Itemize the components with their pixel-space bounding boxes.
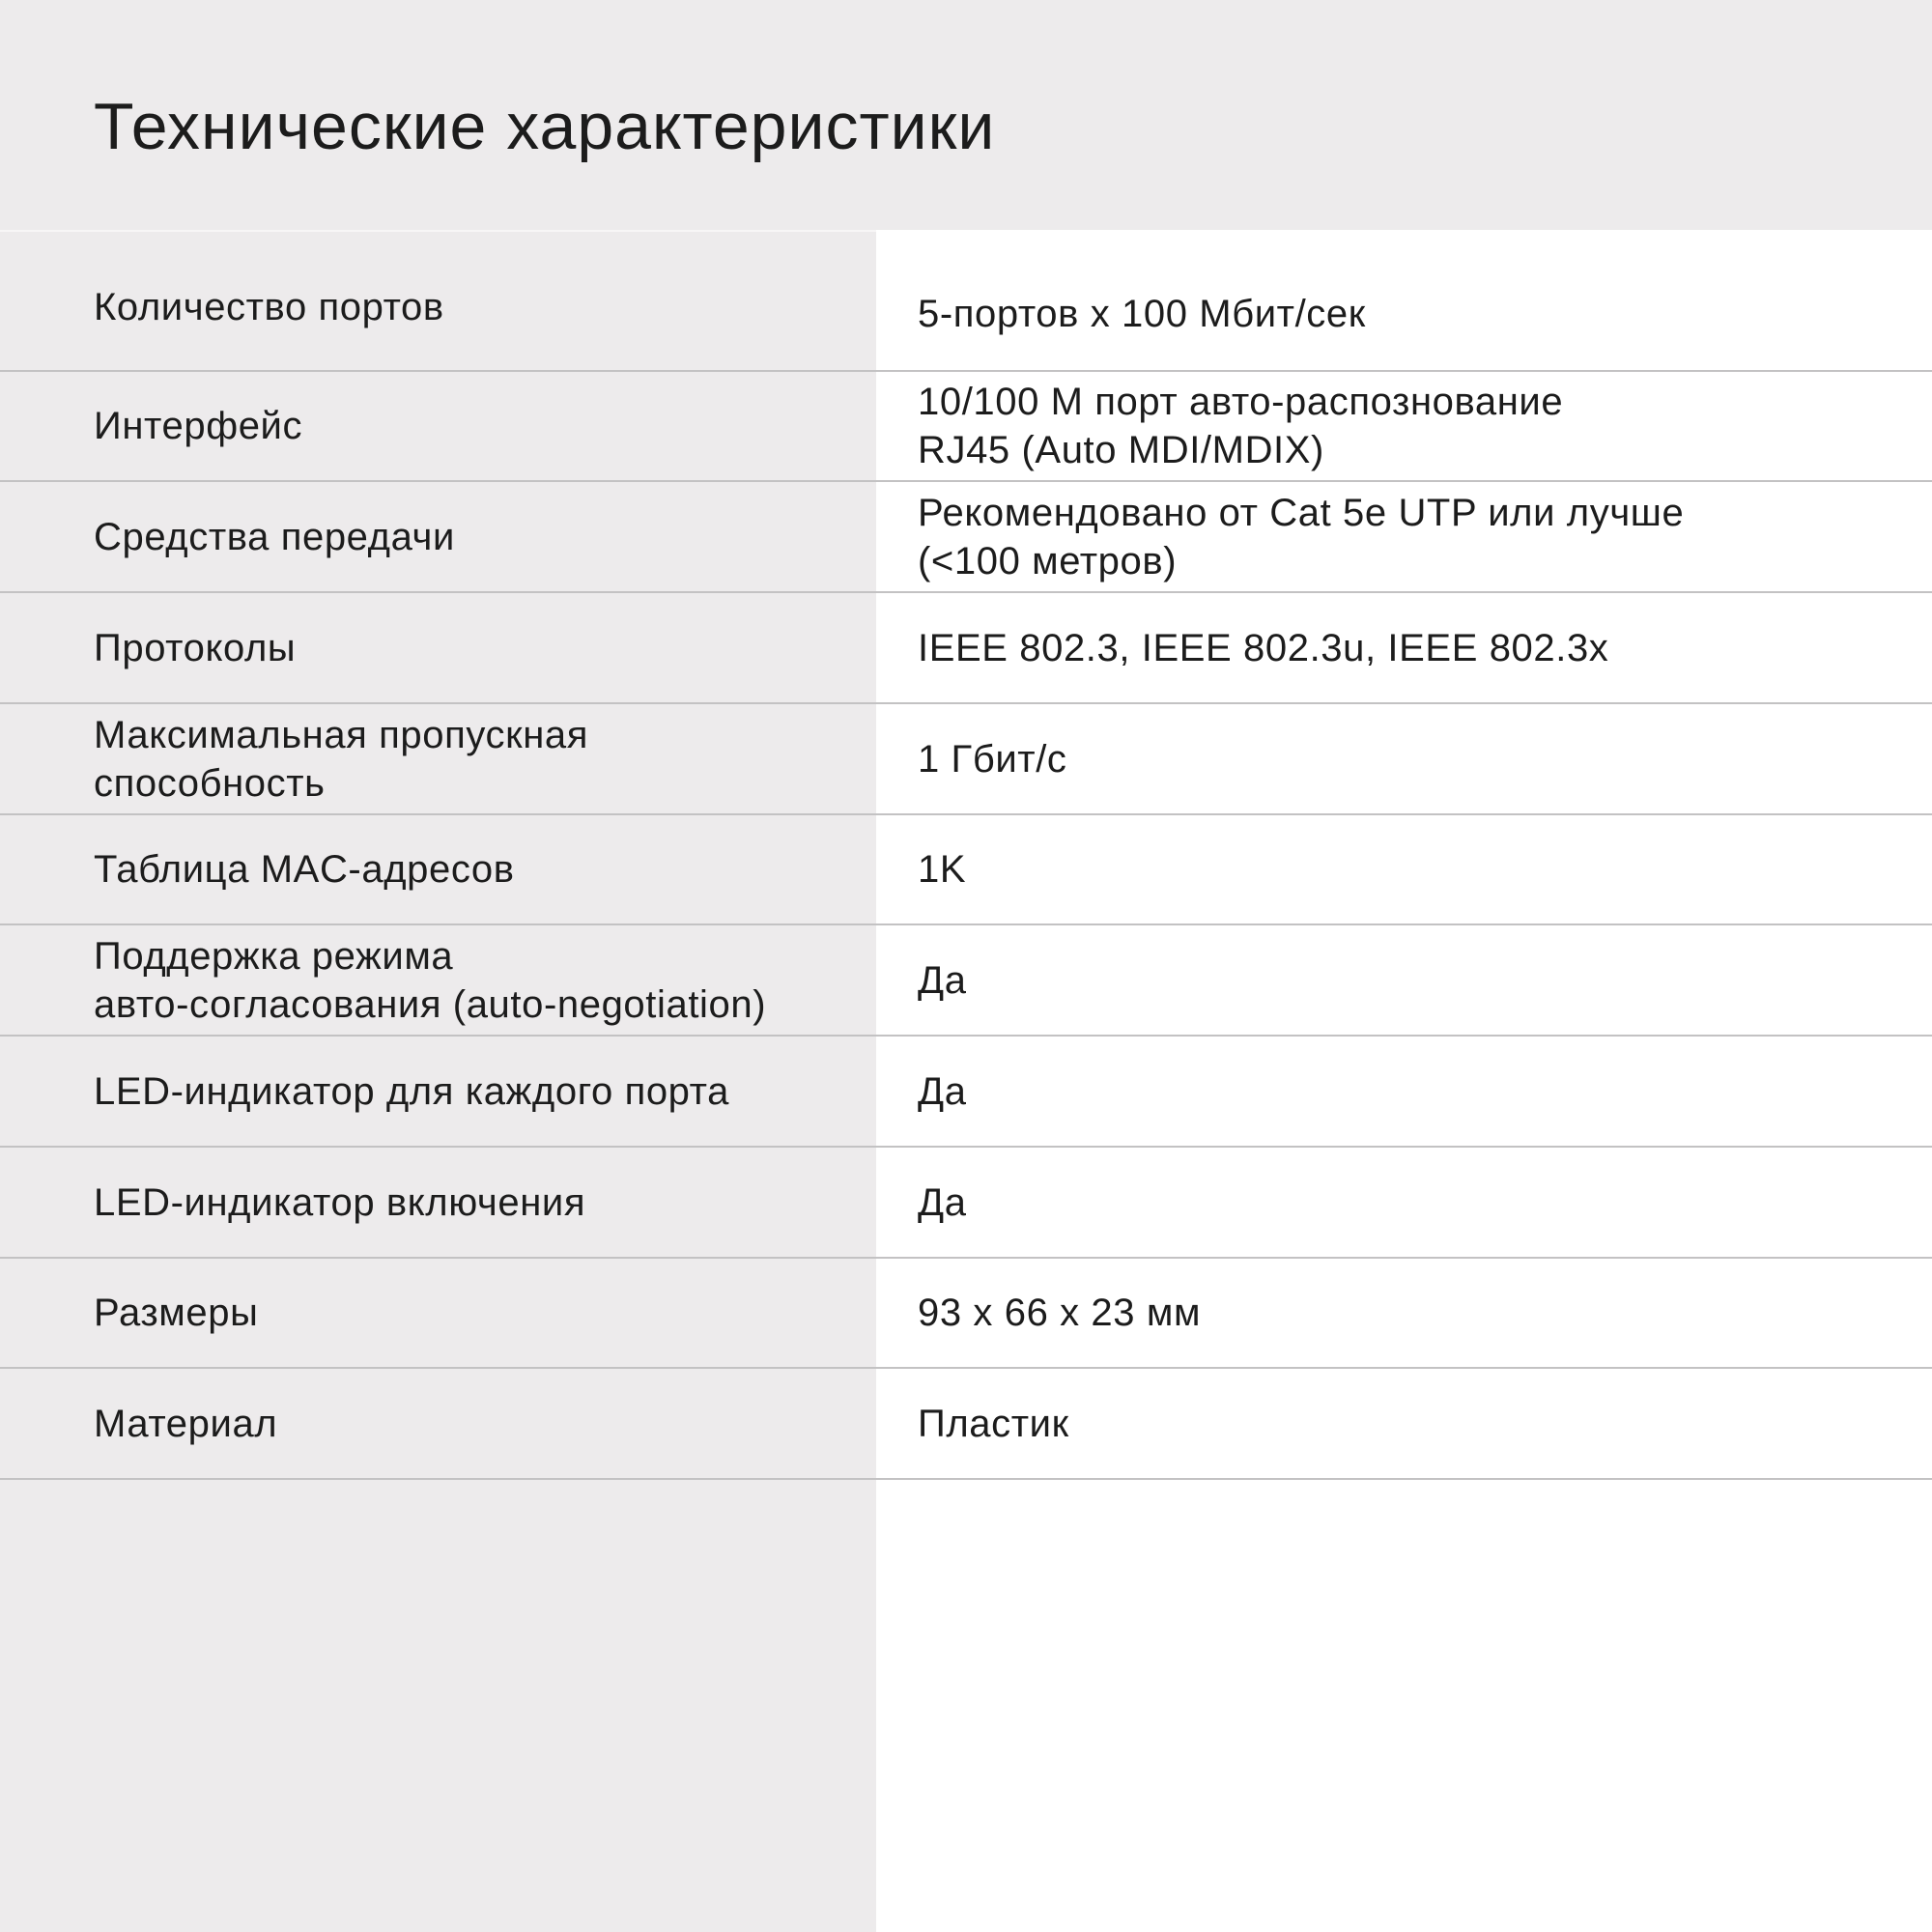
spec-value — [918, 1259, 1903, 1367]
spec-label-text: Количество портов — [94, 286, 444, 328]
spec-value — [918, 815, 1903, 923]
spec-label-text: Таблица MAC-адресов — [94, 848, 515, 891]
spec-label-text: Протоколы — [94, 626, 297, 669]
spec-label-text: LED-индикатор для каждого порта — [94, 1069, 729, 1113]
spec-label-text: Максимальная пропускная способность — [94, 713, 589, 805]
spec-value-text: 10/100 М порт авто-распознование RJ45 (Auto MDI/MDIX) — [918, 381, 1564, 471]
spec-label — [94, 704, 867, 813]
spec-value — [918, 704, 1903, 813]
spec-label — [94, 372, 867, 480]
spec-value-text: Да — [918, 958, 967, 1002]
spec-value-text: 93 x 66 x 23 мм — [918, 1292, 1202, 1334]
spec-value-text: 1K — [918, 848, 967, 891]
spec-row-port-led — [0, 1037, 1932, 1148]
spec-value-text: Рекомендовано от Cat 5e UTP или лучше (<100 метров) — [918, 491, 1685, 582]
spec-row-bandwidth — [0, 704, 1932, 815]
spec-value — [918, 1369, 1903, 1478]
spec-label — [94, 1148, 867, 1257]
spec-label-text: Интерфейс — [94, 405, 303, 447]
spec-label-text: Средства передачи — [94, 515, 455, 558]
spec-row-interface — [0, 372, 1932, 482]
spec-value — [918, 372, 1903, 480]
spec-label-text: Поддержка режима авто-согласования (auto-negotiation) — [94, 934, 767, 1026]
spec-label — [94, 482, 867, 591]
spec-label — [94, 593, 867, 702]
spec-value — [918, 593, 1903, 702]
spec-value — [918, 1037, 1903, 1146]
page-title: Технические характеристики — [94, 90, 996, 163]
spec-value-text: Да — [918, 1069, 967, 1113]
spec-row-transmission-media — [0, 482, 1932, 593]
spec-label — [94, 230, 867, 370]
spec-label — [94, 1037, 867, 1146]
header — [0, 0, 1932, 230]
spec-label — [94, 815, 867, 923]
spec-label — [94, 1259, 867, 1367]
spec-value-text: 1 Гбит/с — [918, 737, 1067, 781]
spec-row-material — [0, 1369, 1932, 1480]
spec-value — [918, 925, 1903, 1035]
spec-row-ports — [0, 230, 1932, 372]
spec-value-text: Да — [918, 1180, 967, 1224]
spec-value — [918, 230, 1903, 370]
spec-row-protocols — [0, 593, 1932, 704]
spec-label-text: LED-индикатор включения — [94, 1180, 586, 1224]
spec-value — [918, 482, 1903, 591]
spec-row-auto-negotiation — [0, 925, 1932, 1037]
spec-value — [918, 1148, 1903, 1257]
spec-row-mac-table — [0, 815, 1932, 925]
spec-label-text: Размеры — [94, 1292, 259, 1334]
spec-label-text: Материал — [94, 1402, 278, 1445]
spec-label — [94, 1369, 867, 1478]
spec-row-power-led — [0, 1148, 1932, 1259]
spec-label — [94, 925, 867, 1035]
spec-row-dimensions — [0, 1259, 1932, 1369]
spec-value-text: Пластик — [918, 1402, 1069, 1445]
spec-value-text: IEEE 802.3, IEEE 802.3u, IEEE 802.3x — [918, 626, 1609, 669]
spec-value-text: 5-портов x 100 Мбит/сек — [918, 293, 1366, 335]
